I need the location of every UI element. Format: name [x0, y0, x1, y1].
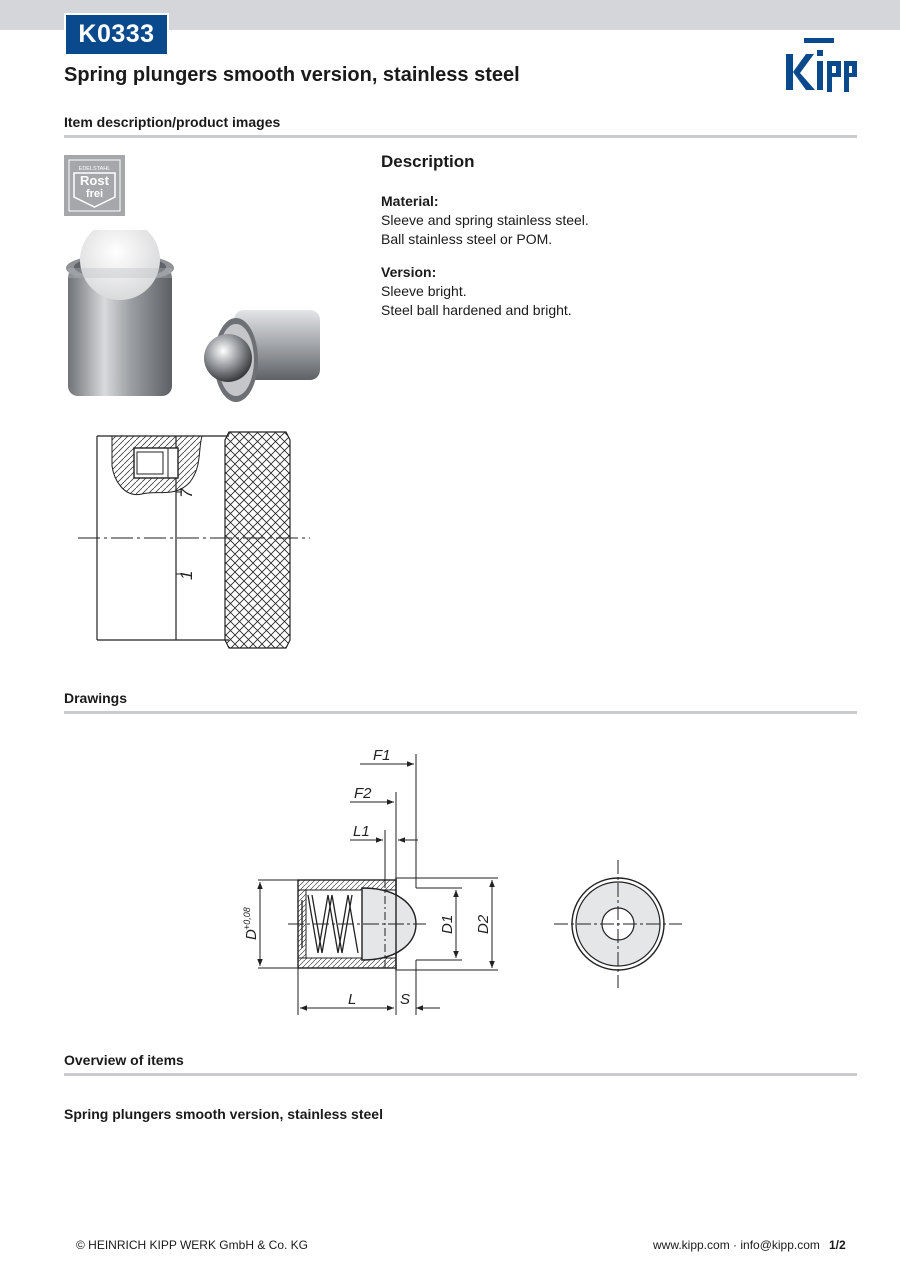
svg-text:L: L	[348, 991, 357, 1008]
page-title: Spring plungers smooth version, stainless steel	[64, 64, 520, 86]
svg-text:L1: L1	[353, 823, 370, 840]
installation-drawing	[64, 410, 324, 665]
svg-text:F1: F1	[373, 747, 391, 764]
version-block	[381, 263, 851, 320]
svg-text:Rost: Rost	[80, 173, 109, 188]
section-rule	[64, 711, 857, 714]
stainless-badge-icon	[64, 155, 125, 216]
section-rule	[64, 1073, 857, 1076]
technical-drawing	[230, 740, 700, 1025]
kipp-logo	[782, 36, 860, 94]
item-code-badge: K0333	[64, 13, 169, 56]
version-line: Sleeve bright.	[381, 283, 467, 299]
footer-copyright: © HEINRICH KIPP WERK GmbH & Co. KG	[76, 1238, 308, 1252]
section-title-drawings: Drawings	[64, 690, 128, 706]
description-heading: Description	[381, 152, 475, 171]
svg-text:S: S	[400, 991, 411, 1008]
product-photo	[64, 230, 324, 405]
description-panel	[381, 152, 851, 334]
svg-text:frei: frei	[85, 188, 104, 200]
material-line: Ball stainless steel or POM.	[381, 231, 553, 247]
svg-text:+0,08: +0,08	[242, 907, 252, 930]
svg-text:D1: D1	[439, 914, 456, 934]
svg-text:1: 1	[177, 570, 196, 580]
section-title-overview: Overview of items	[64, 1052, 184, 1068]
section-title-item-description: Item description/product images	[64, 114, 281, 130]
version-label: Version:	[381, 264, 437, 280]
footer-page-number: 1/2	[829, 1238, 846, 1252]
overview-subtitle: Spring plungers smooth version, stainless steel	[64, 1106, 383, 1122]
material-label: Material:	[381, 193, 439, 209]
svg-text:D: D	[243, 929, 260, 940]
material-block	[381, 192, 851, 249]
svg-text:EDELSTAHL: EDELSTAHL	[78, 166, 111, 172]
svg-text:D2: D2	[475, 914, 492, 934]
svg-text:7: 7	[177, 488, 196, 498]
version-line: Steel ball hardened and bright.	[381, 302, 572, 318]
material-line: Sleeve and spring stainless steel.	[381, 212, 589, 228]
footer-contact-link[interactable]: www.kipp.com · info@kipp.com	[653, 1238, 820, 1252]
section-rule	[64, 135, 857, 138]
svg-text:F2: F2	[354, 785, 372, 802]
